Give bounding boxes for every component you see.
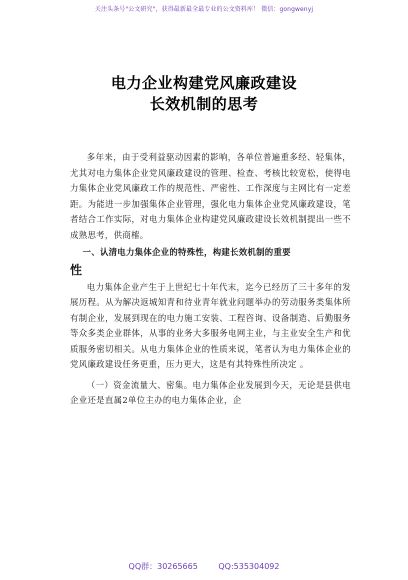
section-1-heading: 一、认清电力集体企业的特殊性，构建长效机制的重要 — [82, 247, 291, 257]
footer-contact — [0, 561, 408, 572]
header-banner: 关注头条号"公文研究"，获得最新最全最专业的公文资料库！ 微信：gongwenyj — [94, 6, 314, 13]
section-1-heading-tail: 性 — [70, 262, 83, 277]
footer-qq-group: QQ群：30265665 — [128, 562, 198, 571]
footer-qq: QQ:535304092 — [218, 562, 280, 571]
subsection-1-paragraph: （一）资金流量大、密集。电力集体企业发展到今天，无论是县供电企业还是直属2单位主办的电力集体企业，企 — [70, 379, 351, 405]
intro-paragraph: 多年来，由于受利益驱动因素的影响，各单位普遍重多经、轻集体，尤其对电力集体企业党风廉政建设的管理、检查、考核比较宽松，使得电力集体企业党风廉政工作的规范性、严密性、工作深度与主网比有一定差距。为能进一步加强集体企业管理，强化电力集体企业党风廉政建设，笔者结合工作实际，对电力集体企业构建党风廉政建设长效机制提出一些不成熟思考，供商榷。 — [70, 152, 351, 240]
document-title-line-1: 电力企业构建党风廉政建设 — [110, 74, 297, 92]
document-title-line-2: 长效机制的思考 — [149, 95, 259, 113]
section-1-paragraph: 电力集体企业产生于上世纪七十年代末，迄今已经历了三十多年的发展历程。从为解决返城知青和待业青年就业问题举办的劳动服务类集体所有制企业，发展到现在的电力施工安装、工程咨询、设备制造、后勤服务等众多类企业群体，从事的业务大多服务电网主业，与主业安全生产和优质服务密切相关。从电力集体企业的性质来说，笔者认为电力集体企业的党风廉政建设任务更重，压力更大，这是有其特殊性所决定 。 — [70, 281, 351, 369]
document-body — [70, 150, 351, 409]
